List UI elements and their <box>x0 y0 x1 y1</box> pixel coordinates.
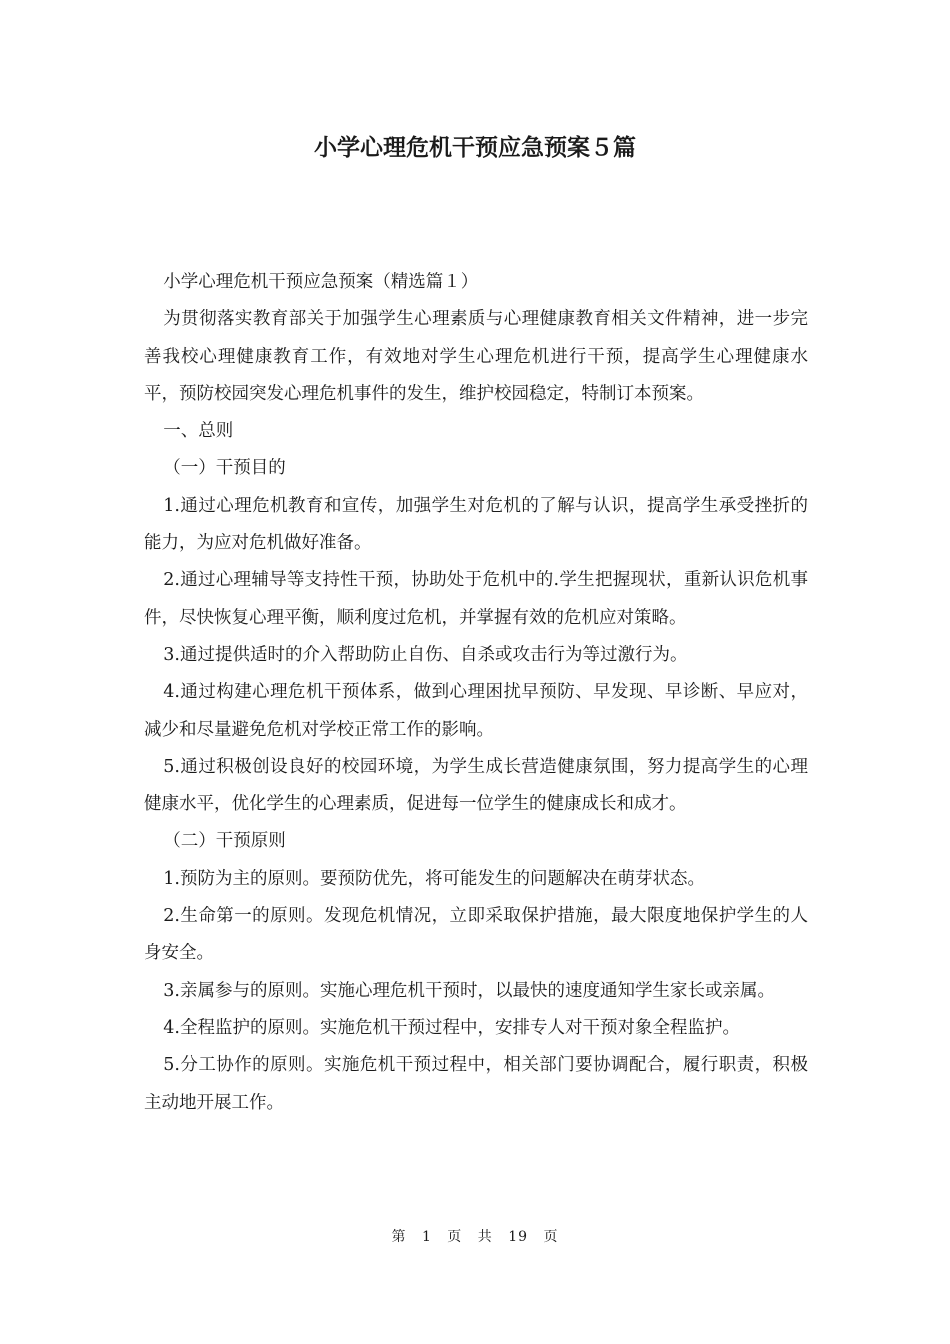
purpose-item-3: 3.通过提供适时的介入帮助防止自伤、自杀或攻击行为等过激行为。 <box>163 644 688 665</box>
heading-intervention-principles: （二）干预原则 <box>163 831 286 852</box>
principle-item-5: 5.分工协作的原则。实施危机干预过程中，相关部门要协调配合，履行职责，积极主动地开展工作。 <box>144 1055 808 1113</box>
principle-item-2: 2.生命第一的原则。发现危机情况，立即采取保护措施，最大限度地保护学生的人身安全。 <box>144 906 808 964</box>
principle-item-4: 4.全程监护的原则。实施危机干预过程中，安排专人对干预对象全程监护。 <box>163 1017 740 1038</box>
document-title: 小学心理危机干预应急预案５篇 <box>314 135 636 161</box>
intro-paragraph: 为贯彻落实教育部关于加强学生心理素质与心理健康教育相关文件精神，进一步完善我校心理健康教育工作，有效地对学生心理危机进行干预，提高学生心理健康水平，预防校园突发心理危机事件的发生，维护校园稳定，特制订本预案。 <box>144 309 808 404</box>
section-heading-part1: 小学心理危机干预应急预案（精选篇１） <box>163 272 479 292</box>
principle-item-3: 3.亲属参与的原则。实施心理危机干预时，以最快的速度通知学生家长或亲属。 <box>163 980 775 1001</box>
purpose-item-1: 1.通过心理危机教育和宣传，加强学生对危机的了解与认识，提高学生承受挫折的能力，为应对危机做好准备。 <box>144 495 808 554</box>
page-footer: 第 1 页 共 19 页 <box>391 1229 559 1245</box>
document-body <box>144 264 808 1122</box>
heading-intervention-purpose: （一）干预目的 <box>163 458 286 479</box>
heading-general-rules: 一、总则 <box>163 421 234 442</box>
purpose-item-4: 4.通过构建心理危机干预体系，做到心理困扰早预防、早发现、早诊断、早应对，减少和尽量避免危机对学校正常工作的影响。 <box>144 682 808 740</box>
principle-item-1: 1.预防为主的原则。要预防优先，将可能发生的问题解决在萌芽状态。 <box>163 868 705 889</box>
purpose-item-2: 2.通过心理辅导等支持性干预，协助处于危机中的.学生把握现状，重新认识危机事件，尽快恢复心理平衡，顺利度过危机，并掌握有效的危机应对策略。 <box>144 570 808 628</box>
purpose-item-5: 5.通过积极创设良好的校园环境，为学生成长营造健康氛围，努力提高学生的心理健康水平，优化学生的心理素质，促进每一位学生的健康成长和成才。 <box>144 756 808 815</box>
